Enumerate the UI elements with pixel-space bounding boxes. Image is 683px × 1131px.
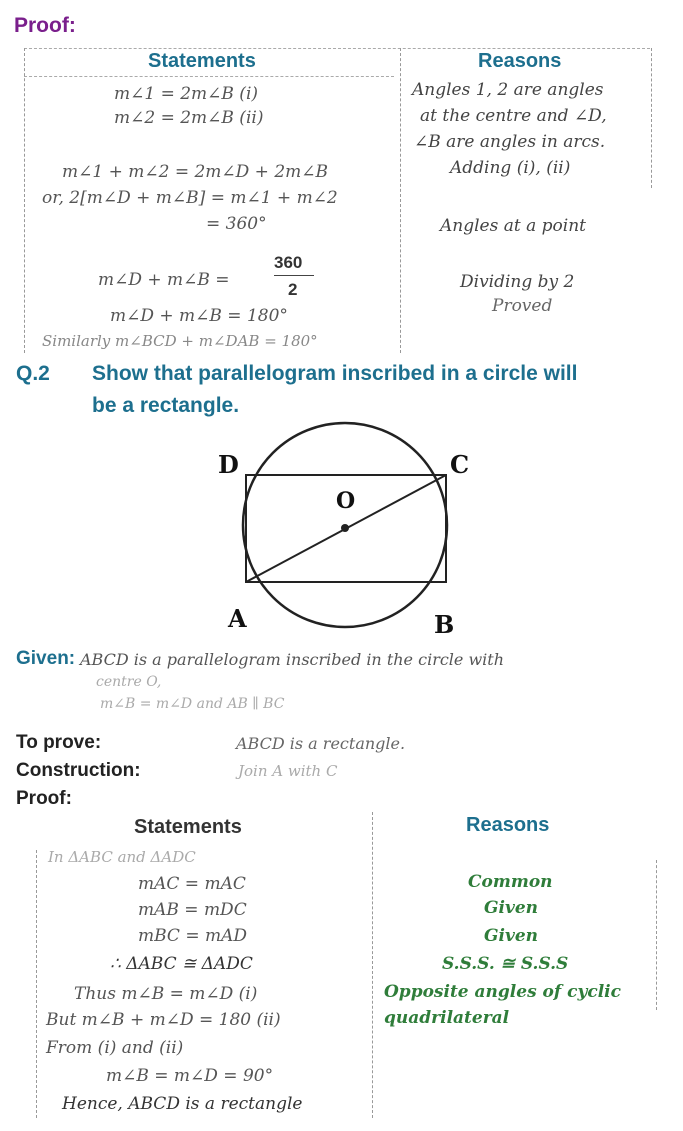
fraction-numerator: 360 [274, 253, 303, 272]
table2-divider [372, 812, 373, 1118]
statement-row: or, 2[m∠D + m∠B] = m∠1 + m∠2 [42, 188, 338, 208]
statement-row: mAC = mAC [138, 874, 246, 894]
statements-header: Statements [134, 816, 242, 838]
table-divider [400, 48, 401, 353]
statement-row: Hence, ABCD is a rectangle [62, 1094, 303, 1114]
statement-row: ∴ ΔABC ≅ ΔADC [110, 954, 253, 974]
reason-text: Given [484, 898, 539, 918]
statement-row: m∠2 = 2m∠B (ii) [114, 108, 264, 128]
given-text: m∠B = m∠D and AB ∥ BC [100, 696, 285, 712]
given-text: ABCD is a parallelogram inscribed in the circle with [80, 650, 505, 669]
vertex-label-b: B [434, 610, 455, 639]
statement-row: m∠D + m∠B = [98, 270, 230, 290]
to-prove-label: To prove: [16, 732, 102, 753]
table2-left-rule [36, 850, 37, 1118]
statement-row: Thus m∠B = m∠D (i) [74, 984, 258, 1004]
construction-text: Join A with C [238, 762, 338, 780]
reasons-header: Reasons [478, 50, 562, 72]
reason-text: quadrilateral [384, 1008, 510, 1028]
statement-row: = 360° [206, 214, 267, 234]
reason-text: S.S.S. ≅ S.S.S [442, 954, 569, 974]
statement-row: From (i) and (ii) [46, 1038, 184, 1058]
vertex-label-a: A [228, 604, 247, 633]
reason-text: at the centre and ∠D, [420, 106, 607, 126]
given-label: Given: [16, 648, 76, 669]
statement-row: m∠1 + m∠2 = 2m∠D + 2m∠B [62, 162, 328, 182]
table-right-rule [651, 48, 652, 188]
reason-text: Dividing by 2 [460, 272, 575, 292]
given-text: centre O, [96, 674, 162, 690]
fraction-denominator: 2 [288, 280, 298, 299]
statement-row: m∠B = m∠D = 90° [106, 1066, 274, 1086]
statement-row: But m∠B + m∠D = 180 (ii) [46, 1010, 281, 1030]
statement-row: mBC = mAD [138, 926, 248, 946]
reasons-header: Reasons [466, 814, 550, 836]
proof-heading: Proof: [14, 14, 76, 37]
reason-text: Proved [492, 296, 553, 316]
question-text: be a rectangle. [92, 394, 240, 417]
reason-text: Angles at a point [440, 216, 586, 236]
reason-text: Common [468, 872, 553, 892]
fraction-bar [274, 275, 314, 276]
reason-text: Opposite angles of cyclic [384, 982, 621, 1002]
proof2-heading: Proof: [16, 788, 72, 809]
table2-right-rule [656, 860, 657, 1010]
question-number: Q.2 [16, 362, 50, 385]
reason-text: Angles 1, 2 are angles [412, 80, 604, 100]
statement-row: Similarly m∠BCD + m∠DAB = 180° [42, 332, 318, 350]
vertex-label-c: C [450, 450, 470, 479]
statement-row: mAB = mDC [138, 900, 247, 920]
reason-text: Given [484, 926, 539, 946]
to-prove-text: ABCD is a rectangle. [236, 734, 406, 753]
statement-row: m∠D + m∠B = 180° [110, 306, 288, 326]
reason-text: ∠B are angles in arcs. [414, 132, 606, 152]
question-text: Show that parallelogram inscribed in a circle will [92, 362, 578, 385]
statement-row: m∠1 = 2m∠B (i) [114, 84, 259, 104]
table-top-rule [24, 48, 650, 49]
statement-row: In ΔABC and ΔADC [48, 848, 196, 866]
table-left-rule [24, 48, 25, 353]
reason-text: Adding (i), (ii) [450, 158, 571, 178]
table-header-rule [24, 76, 394, 77]
centre-label-o: O [336, 488, 356, 514]
construction-label: Construction: [16, 760, 141, 781]
vertex-label-d: D [218, 450, 239, 479]
statements-header: Statements [148, 50, 256, 72]
centre-point [341, 524, 349, 532]
